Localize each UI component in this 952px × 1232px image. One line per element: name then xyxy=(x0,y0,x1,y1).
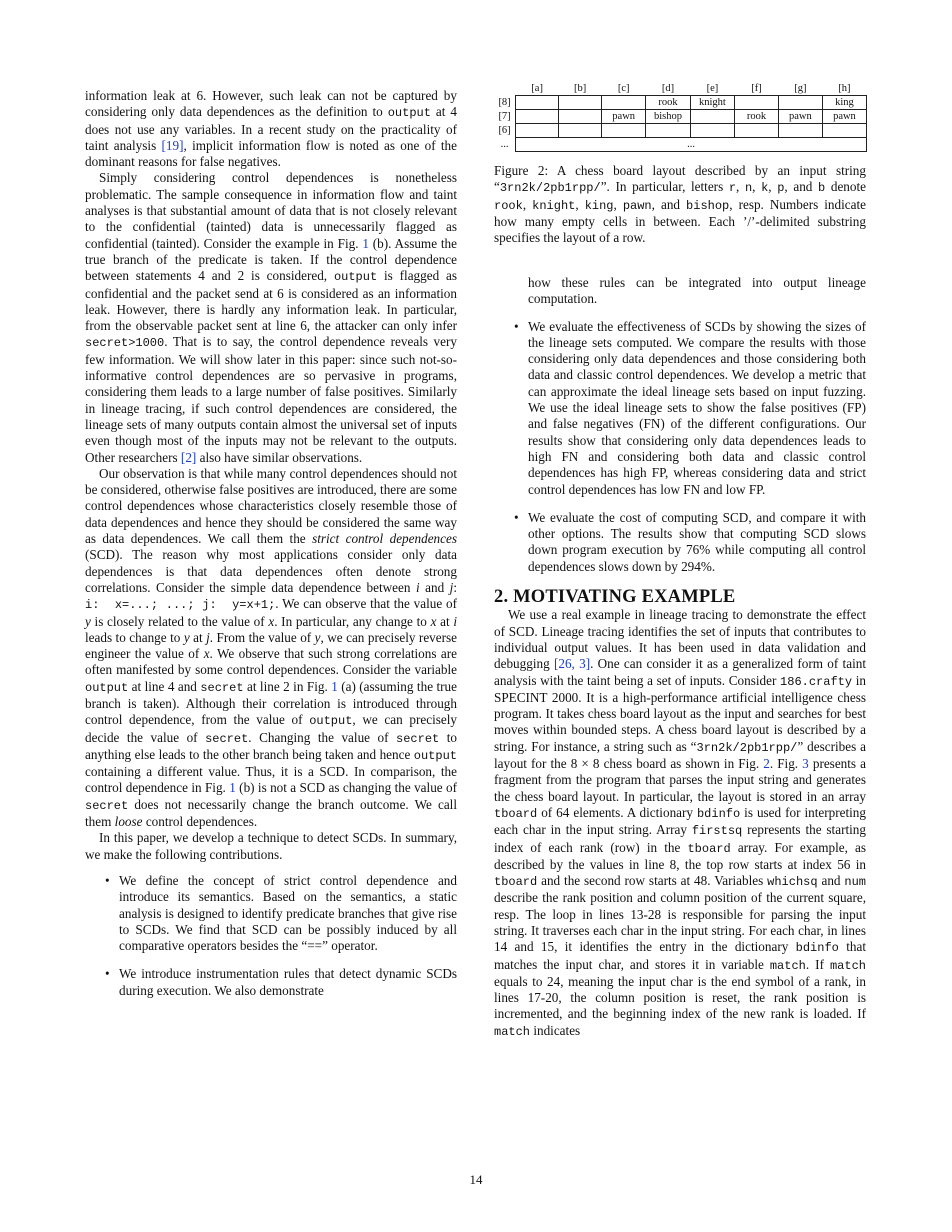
column-label: [d] xyxy=(661,83,675,94)
chess-board-figure xyxy=(494,82,867,152)
column-label: [f] xyxy=(751,83,762,94)
board-cell: pawn xyxy=(822,110,866,124)
board-cell xyxy=(778,124,822,138)
board-cell xyxy=(559,96,602,110)
column-label: [b] xyxy=(574,83,587,94)
board-cell: knight xyxy=(690,96,734,110)
figure-link[interactable]: 1 xyxy=(229,780,236,796)
figure-link[interactable]: 3 xyxy=(802,756,809,772)
board-cell xyxy=(559,110,602,124)
board-cell xyxy=(602,96,646,110)
list-item: • We evaluate the effectiveness of SCDs by showing the sizes of the lineage sets computed. We compare the results with those considering only data dependences and those considering both data and classic control dependences. We develop a metric that can approximate the ideal lineage sets based on input fuzzing. We use the ideal lineage sets to show the false positives (FP) and false negatives (FN) of the different configurations. Our results show that considering only data dependences leads to high FN and considering both data and classic control dependences has high FP, whereas considering data and strict control dependences has low FN and low FP. xyxy=(494,319,866,498)
board-cell xyxy=(516,124,559,138)
row-label: [8] xyxy=(498,97,511,108)
board-cell xyxy=(602,124,646,138)
figure-link[interactable]: 1 xyxy=(362,235,369,251)
list-item: • We evaluate the cost of computing SCD, and compare it with other options. The results show that computing SCD slows down program execution by 76% while computing all control dependences slows down by 294%. xyxy=(494,510,866,575)
contribution-list xyxy=(85,873,457,999)
contribution-list xyxy=(494,319,866,575)
board-cell xyxy=(822,124,866,138)
board-cell xyxy=(516,110,559,124)
page-number: 14 xyxy=(469,1172,483,1187)
board-cell xyxy=(516,96,559,110)
paragraph: information leak at 6. However, such leak can not be captured by considering only data dependences as the definition to output at 4 does not use any variables. In a recent study on the practicality of taint analysis [19], implicit information flow is noted as one of the dominant reasons for false negatives. xyxy=(85,88,457,170)
board-cell: rook xyxy=(735,110,779,124)
board-row xyxy=(494,110,867,124)
board-cell xyxy=(735,96,779,110)
board-cell xyxy=(559,124,602,138)
board-cell: pawn xyxy=(602,110,646,124)
board-row xyxy=(494,96,867,110)
row-label: [6] xyxy=(498,125,511,136)
board-cell: king xyxy=(822,96,866,110)
board-ellipsis-cell: ... xyxy=(516,138,867,152)
board-cell xyxy=(735,124,779,138)
citation-link[interactable]: [2] xyxy=(180,449,197,465)
board-cell: bishop xyxy=(646,110,691,124)
board-cell xyxy=(690,124,734,138)
left-column xyxy=(85,88,457,1011)
list-item: • We define the concept of strict control dependence and introduce its semantics. Based on the semantics, a static analysis is designed to identify predicate branches that give rise to SCDs. We find that SCD can be possibly induced by all comparative operators besides the “==” operator. xyxy=(85,873,457,954)
column-label: [g] xyxy=(794,83,807,94)
board-cell xyxy=(690,110,734,124)
column-label: [a] xyxy=(531,83,543,94)
board-row-ellipsis xyxy=(494,138,867,152)
list-item: • We introduce instrumentation rules that detect dynamic SCDs during execution. We also demonstrate xyxy=(85,966,457,999)
column-header-row xyxy=(494,82,867,96)
figure-link[interactable]: 2 xyxy=(763,756,770,772)
list-item-continuation: how these rules can be integrated into output lineage computation. xyxy=(528,275,866,307)
column-label: [e] xyxy=(706,83,719,94)
paragraph: We use a real example in lineage tracing to demonstrate the effect of SCD. Lineage tracing identifies the set of inputs that contributes to individual output values. It has been used in data validation and debugging [26, 3]. One can consider it as a generalized form of taint analysis with the taint being a set of inputs. Consider 186.crafty in SPECINT 2000. It is a high-performance artificial intelligence chess program. It takes chess board layout as the input and searches for best moves within bounded steps. A chess board layout is described by a string. For instance, a string such as “3rn2k/2pb1rpp/” describes a layout for the 8 × 8 chess board as shown in Fig. 2. Fig. 3 presents a fragment from the program that parses the input string and generates the chess board layout. In particular, the layout is stored in an array tboard of 64 elements. A dictionary bdinfo is used for interpreting each char in the input string. Array firstsq represents the starting index of each rank (row) in the tboard array. For example, as described by the values in line 8, the top row starts at index 56 in tboard and the second row starts at 48. Variables whichsq and num describe the rank position and column position of the current square, resp. The loop in lines 13-28 is responsible for parsing the input string. It traverses each char in the input string. For each char, in lines 14 and 15, it identifies the entry in the dictionary bdinfo that matches the input char, and stores it in variable match. If match equals to 24, meaning the input char is the end symbol of a rank, in lines 17-20, the column position is reset, the rank position is incremented, and the beginning index of the new rank is loaded. If match indicates xyxy=(494,607,867,1039)
column-label: [h] xyxy=(838,83,851,94)
figure-caption: Figure 2: A chess board layout described by an input string “3rn2k/2pb1rpp/”. In particular, letters r, n, k, p, and b denote rook, knight, king, pawn, and bishop, resp. Numbers indicate how many empty cells in between. Each ’/’-delimited substring specifies the layout of a row. xyxy=(494,163,867,246)
row-label: [7] xyxy=(498,111,511,122)
board-cell xyxy=(778,96,822,110)
row-label: ... xyxy=(500,139,509,150)
citation-link[interactable]: [19] xyxy=(161,137,184,153)
citation-link[interactable]: [26, 3] xyxy=(553,656,591,672)
figure-link[interactable]: 1 xyxy=(331,678,338,694)
column-label: [c] xyxy=(617,83,630,94)
paragraph: In this paper, we develop a technique to detect SCDs. In summary, we make the following contributions. xyxy=(85,830,457,862)
paragraph: Our observation is that while many control dependences should not be considered, otherwise false positives are introduced, there are some control dependences whose characteristics closely resemble those of data dependences and hence they should be considered the same way as data dependences. We call them the strict control dependences (SCD). The reason why most applications consider only data dependences is that data dependences often denote strong correlations. Consider the simple data dependence between i and j: i: x=...; ...; j: y=x+1;. We can observe that the value of y is closely related to the value of x. In particular, any change to x at i leads to change to y at j. From the value of y, we can precisely reverse engineer the value of x. We observe that such strong correlations are often manifested by some control dependences. Consider the variable output at line 4 and secret at line 2 in Fig. 1 (a) (assuming the true branch is taken). Although their correlation is introduced through control dependence, from the value of output, we can precisely decide the value of secret. Changing the value of secret to anything else leads to the other branch being taken and hence output containing a different value. Thus, it is a SCD. In comparison, the control dependence in Fig. 1 (b) is not a SCD as changing the value of secret does not necessarily change the branch outcome. We call them loose control dependences. xyxy=(85,465,457,830)
paragraph: Simply considering control dependences is nonetheless problematic. The sample consequence in information flow and taint analyses is that substantial amount of data that is not closely relevant to the confidential (tainted) data is unnecessarily flagged as confidential (tainted). Consider the example in Fig. 1 (b). Assume the true branch of the predicate is taken. If the control dependence between statements 4 and 2 is considered, output is flagged as confidential and the packet send at 6 is considered as an information leak. However, there is hardly any information leak. In particular, from the observable packet sent at line 6, the attacker can only infer secret>1000. That is to say, the control dependence reveals very few information. We will show later in this paper: since such not-so-informative control dependences are so pervasive in programs, considering them leads to a large number of false positives. Similarly in lineage tracing, if such control dependences are considered, the lineage sets of many outputs contain almost the universal set of inputs even though most of the inputs may not be relevant to the outputs. Other researchers [2] also have similar observations. xyxy=(85,170,458,465)
chess-board-table xyxy=(494,82,867,152)
board-cell: pawn xyxy=(778,110,822,124)
section-heading: 2. MOTIVATING EXAMPLE xyxy=(494,587,736,608)
board-cell xyxy=(646,124,691,138)
board-row xyxy=(494,124,867,138)
right-column xyxy=(494,275,866,1040)
board-cell: rook xyxy=(646,96,691,110)
